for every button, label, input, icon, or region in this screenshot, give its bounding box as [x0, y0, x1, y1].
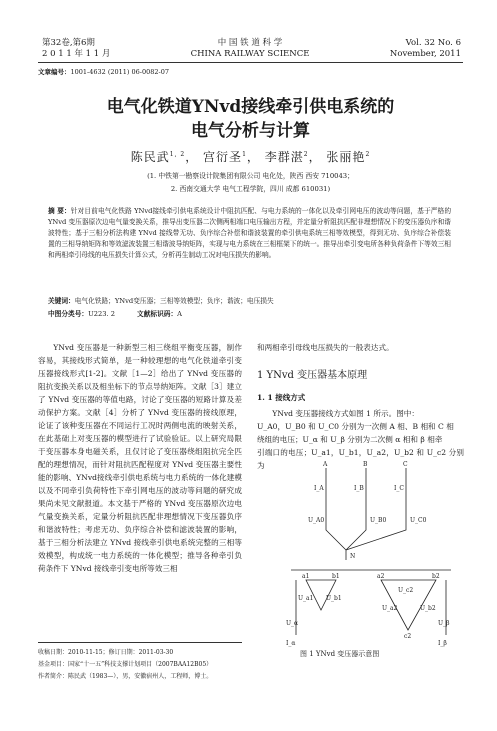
journal-name-en: CHINA RAILWAY SCIENCE [190, 49, 310, 59]
fig-label-C: C [403, 461, 408, 468]
fig-label-UC0: U_C0 [410, 517, 427, 524]
fig-label-Ub1: U_b1 [326, 595, 342, 602]
page-header [0, 0, 497, 60]
abstract-label: 摘 要： [48, 207, 71, 215]
header-left [42, 38, 110, 60]
clc-value: U223. 2 [88, 310, 116, 318]
fig-label-Ua1: U_a1 [298, 595, 314, 602]
fig-label-UA0: U_A0 [308, 517, 325, 524]
fig-label-IA: I_A [314, 485, 324, 492]
affiliation-2: 2. 西南交通大学 电气工程学院，四川 成都 610031) [170, 185, 331, 193]
doc-code-value: A [177, 310, 183, 318]
fig-label-Ubeta: U_β [438, 620, 450, 627]
keywords-label: 关键词： [48, 297, 75, 305]
header-right [390, 38, 461, 60]
header-center [180, 38, 320, 60]
author-sep: ， [246, 150, 260, 164]
affiliation-1: (1. 中铁第一勘察设计院集团有限公司 电化处，陕西 西安 710043； [147, 172, 354, 180]
figure-caption: 图 1 YNvd 变压器示意图 [300, 650, 380, 658]
subsection-heading-1-1: 1. 1 接线方式 [257, 393, 306, 402]
keywords [48, 296, 451, 307]
section-heading-1: 1 YNvd 变压器基本原理 [257, 370, 368, 381]
fig-label-Ub2: U_b2 [420, 605, 436, 612]
clc-label: 中图分类号： [48, 310, 89, 318]
abstract [48, 206, 451, 261]
winding-b-path [346, 500, 366, 550]
author-4: 张丽艳 [326, 150, 366, 164]
author-1: 陈民武 [130, 150, 170, 164]
article-number-label: 文章编号： [38, 68, 71, 76]
author-3-sup: 2 [303, 151, 309, 158]
classification [48, 309, 451, 320]
journal-name-cn: 中 国 铁 道 科 学 [217, 38, 283, 48]
header-rule [38, 62, 463, 63]
article-number-value: 1001-4632 (2011) 06-0082-07 [70, 68, 170, 76]
author-4-sup: 2 [365, 151, 371, 158]
author-2: 宫衍圣 [203, 150, 243, 164]
author-1-sup: 1, 2 [169, 151, 186, 158]
fig-label-b2: b2 [432, 573, 440, 580]
fig-label-a2: a2 [377, 573, 385, 580]
footnote-rule [38, 642, 242, 643]
article-number [38, 67, 169, 76]
fig-label-B: B [363, 461, 368, 468]
fig-label-b1: b1 [332, 573, 340, 580]
col2-line-3: 绕组的电压；U_α 和 U_β 分别为二次侧 α 相和 β 相牵 [257, 435, 443, 444]
keywords-text: 电气化铁路；YNvd变压器；三相等效模型；负序；谐波；电压损失 [74, 297, 274, 305]
col2-line-4: 引端口的电压；U_a1，U_b1，U_a2，U_b2 和 U_c2 分别为 [257, 448, 464, 470]
col2-line-2: U_A0，U_B0 和 U_C0 分别为一次侧 A 相、B 相和 C 相 [257, 422, 454, 431]
col2-line-1: YNvd 变压器接线方式如图 1 所示。图中： [272, 409, 419, 418]
winding-c-path [346, 500, 406, 550]
author-3: 李群湛 [264, 150, 304, 164]
volume-issue-en: Vol. 32 No. 6 [405, 38, 461, 48]
figure-ynvd-transformer [286, 460, 456, 650]
author-2-sup: 1 [242, 151, 247, 158]
fig-label-IB: I_B [354, 485, 364, 492]
winding-a-path [326, 500, 346, 550]
fig-label-Uc2: U_c2 [398, 587, 414, 594]
paper-title-line2: 电气分析与计算 [191, 121, 310, 141]
date-en: November, 2011 [389, 49, 461, 59]
fig-label-Ialpha: I_α [286, 640, 296, 647]
author-list [38, 148, 463, 165]
paper-title-line1: 电气化铁道YNvd接线牵引供电系统的 [106, 97, 395, 117]
footnote-author: 作者简介：陈民武（1983—），男，安徽宿州人，工程师，博士。 [38, 673, 213, 680]
date-cn: 2 0 1 1 年 1 1 月 [42, 49, 111, 59]
fig-label-Ua2: U_a2 [382, 605, 398, 612]
footnote-fund: 基金项目：国家“十一五”科技支撑计划项目（2007BAA12B05） [38, 661, 213, 668]
footnote-received: 收稿日期：2010-11-15；修订日期：2011-03-30 [38, 649, 174, 656]
fig-label-Ualpha: U_α [286, 620, 299, 627]
col2-intro: 和两相牵引母线电压损失的一般表达式。 [257, 343, 394, 352]
fig-label-c2: c2 [404, 633, 412, 640]
author-sep: ， [185, 150, 199, 164]
fig-label-IC: I_C [394, 485, 404, 492]
fig-label-N: N [350, 553, 356, 560]
fig-label-A: A [323, 461, 328, 468]
author-sep: ， [308, 150, 322, 164]
fig-label-UB0: U_B0 [370, 517, 387, 524]
fig-label-a1: a1 [302, 573, 310, 580]
body-column-left [38, 341, 242, 575]
fig-label-Ibeta: I_β [438, 640, 447, 647]
abstract-text: 针对目前电气化铁路 YNvd接线牵引供电系统设计中阻抗匹配、与电力系统的一体化以及牵引网电压的波动等问题，基于严格的 YNvd 变压器原次边电气量变换关系，推导出变压器二次侧两相端口电压输出方程，并定量分析阻抗匹配非理想情况下的变压器负序和谐波特性；基于三相分析法构建 YNvd 接线带无功、负序综合补偿和谐波装置的牵引供电系统三相等效模型，得到无功、负序综合补偿装置的三相导纳矩阵和等效滤波装置三相谐波导纳矩阵，实现与电力系统在三相框架下的统一。推导出牵引变电所各种负荷条件下等效三相和两相牵引母线的电压损失计算公式，分析再生制动工况对电压损失的影响。 [48, 207, 452, 259]
intro-paragraph: YNvd 变压器是一种新型三相三绕组平衡变压器，制作容易，其接线形式简单，是一种较理想的电气化铁道牵引变压器接线形式[1-2]。文献［1—2］给出了 YNvd 变压器的阻抗变换关系以及相坐标下的节点导纳矩阵。文献［3］建立了 YNvd 变压器的等值电路，讨论了变压器的短路计算及差动保护方案。文献［4］分析了 YNvd 变压器的接线原理，论证了该种变压器在不同运行工况时两侧电流的映射关系，在此基础上对变压器的模型进行了试验验证。以上研究局限于变压器本身电磁关系，且仅讨论了变压器绕组阻抗完全匹配的理想情况，而针对阻抗匹配程度对 YNvd 变压器主要性能的影响、YNvd接线牵引供电系统与电力系统的一体化建模以及不同牵引负荷特性下牵引网电压的波动等问题的研究成果尚未见文献报道。本文基于严格的 YNvd 变压器原次边电气量变换关系，定量分析阻抗匹配非理想情况下变压器负序和谐波特性；考虑无功、负序综合补偿和滤波装置的影响，基于三相分析法建立 YNvd 接线牵引供电系统完整的三相等效模型，构成统一电力系统的一体化模型；推导各种牵引负荷条件下 YNvd 接线牵引变电所等效三相 [38, 343, 242, 573]
doc-code-label: 文献标识码： [137, 310, 178, 318]
volume-issue: 第32卷,第6期 [42, 38, 95, 48]
